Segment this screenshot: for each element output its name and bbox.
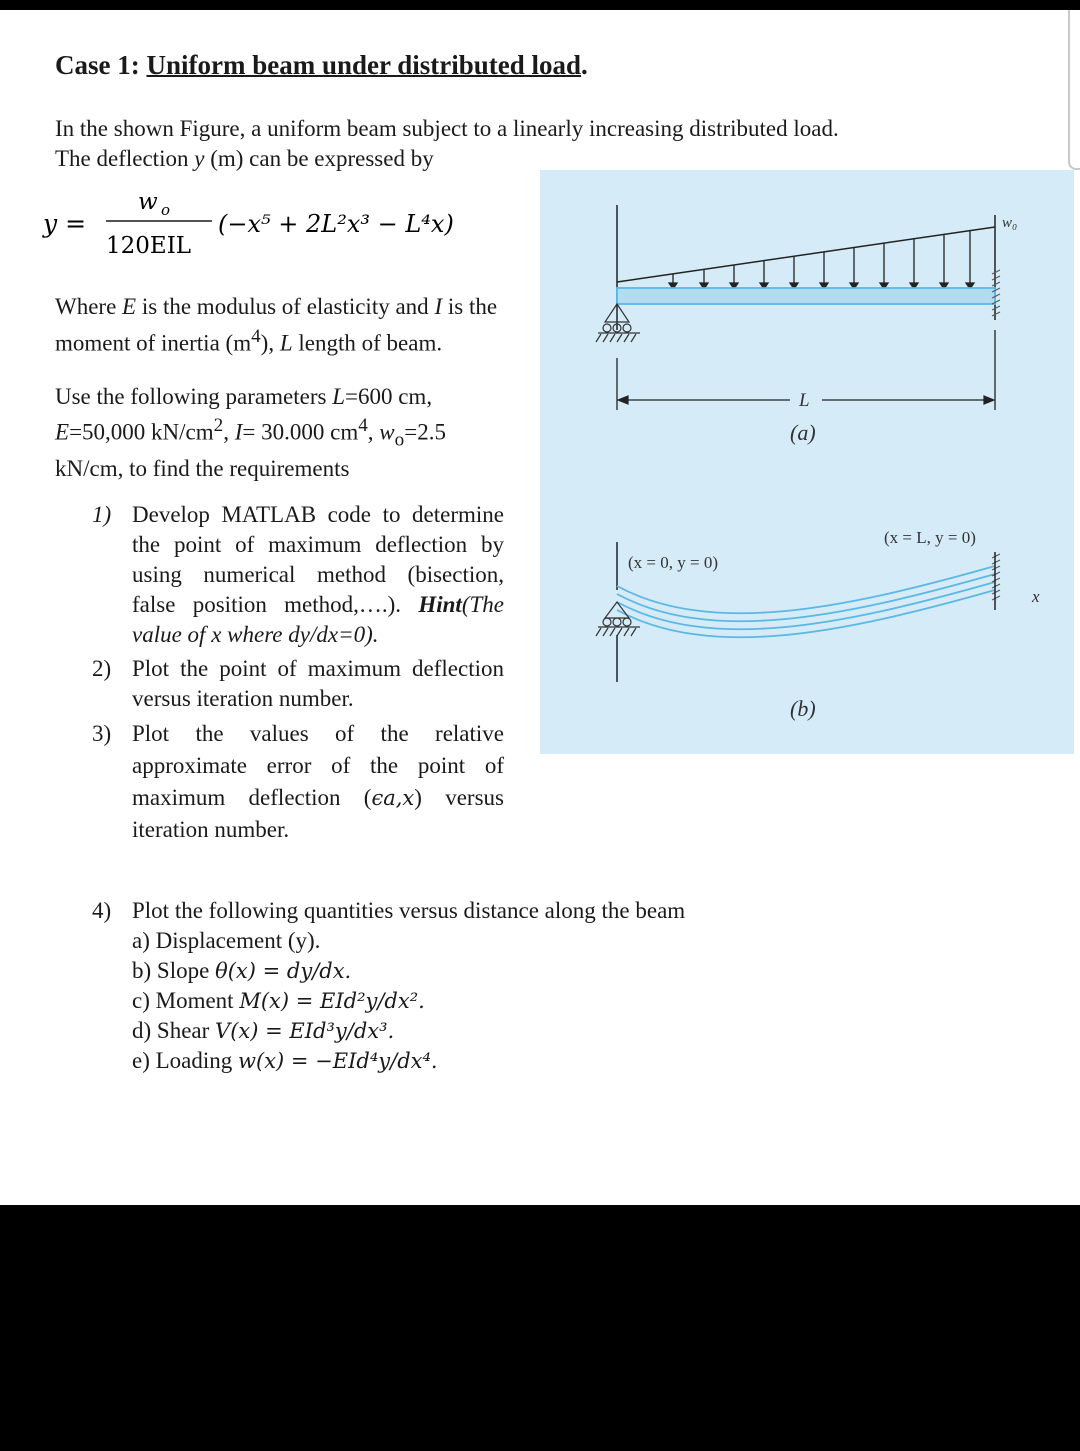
caption-b: (b) bbox=[790, 696, 816, 721]
scroll-handle[interactable] bbox=[1068, 10, 1080, 170]
length-label: L bbox=[799, 390, 810, 411]
requirements-list bbox=[92, 500, 504, 850]
sub-item: c) Moment M(x) = EId²y/dx². bbox=[132, 988, 425, 1013]
svg-text:w: w bbox=[138, 189, 158, 215]
case-title-underlined: Uniform beam under distributed load bbox=[146, 50, 582, 80]
sub-item: d) Shear V(x) = EId³y/dx³. bbox=[132, 1018, 395, 1043]
w0-label: w₀ bbox=[1002, 215, 1018, 231]
figure-background bbox=[540, 170, 1074, 754]
svg-text:y =: y = bbox=[43, 209, 87, 238]
list-item-4: 4) Plot the following quantities versus distance along the beam a) Displacement (y). b) Slope θ(x) = dy/dx. c) Moment M(x) = EId²y/dx². d) Shear V(x) = EId³y/dx³. e) Loading w(x) = −EId⁴y/dx⁴. bbox=[92, 896, 792, 1076]
parameters-paragraph: Use the following parameters L=600 cm, E=50,000 $kN/cm^2$, I= 30.000 $cm^4$, $w_o=2.5$ kN/cm, to find the requirements bbox=[55, 384, 446, 482]
list-item: 1) Develop MATLAB code to determine the point of maximum deflection by using numerical method (bisection, false position method,….). Hint(The value of x where dy/dx=0). bbox=[92, 502, 504, 647]
svg-text:120EIL: 120EIL bbox=[106, 233, 192, 259]
beam bbox=[617, 288, 995, 304]
list-item: 3) Plot the values of the relative approximate error of the point of maximum deflection (ϵa,x) versus iteration number. bbox=[92, 721, 504, 842]
x-axis-label: x bbox=[1032, 587, 1040, 606]
deflection-formula bbox=[40, 180, 560, 270]
case-title: Case 1: Uniform beam under distributed load. bbox=[55, 50, 588, 80]
caption-a: (a) bbox=[790, 420, 816, 445]
sub-item: a) Displacement (y). bbox=[132, 928, 321, 953]
svg-text:o: o bbox=[161, 201, 171, 219]
sub-item: b) Slope θ(x) = dy/dx. bbox=[132, 958, 352, 983]
left-boundary-label: (x = 0, y = 0) bbox=[628, 553, 718, 572]
list-item: 2) Plot the point of maximum deflection versus iteration number. bbox=[92, 656, 504, 711]
top-status-bar bbox=[0, 0, 1080, 10]
where-paragraph: Where E is the modulus of elasticity and I is the moment of inertia $(m^4)$, L length of beam. bbox=[55, 294, 498, 356]
intro-paragraph: In the shown Figure, a uniform beam subject to a linearly increasing distributed load. The deflection y (m) can be expressed by bbox=[55, 116, 839, 171]
beam-figure bbox=[540, 170, 1074, 754]
sub-item: e) Loading w(x) = −EId⁴y/dx⁴. bbox=[132, 1048, 438, 1073]
bottom-black-area bbox=[0, 1205, 1080, 1451]
svg-text:(−x⁵ + 2L²x³ − L⁴x): (−x⁵ + 2L²x³ − L⁴x) bbox=[218, 210, 454, 238]
right-boundary-label: (x = L, y = 0) bbox=[884, 528, 976, 547]
